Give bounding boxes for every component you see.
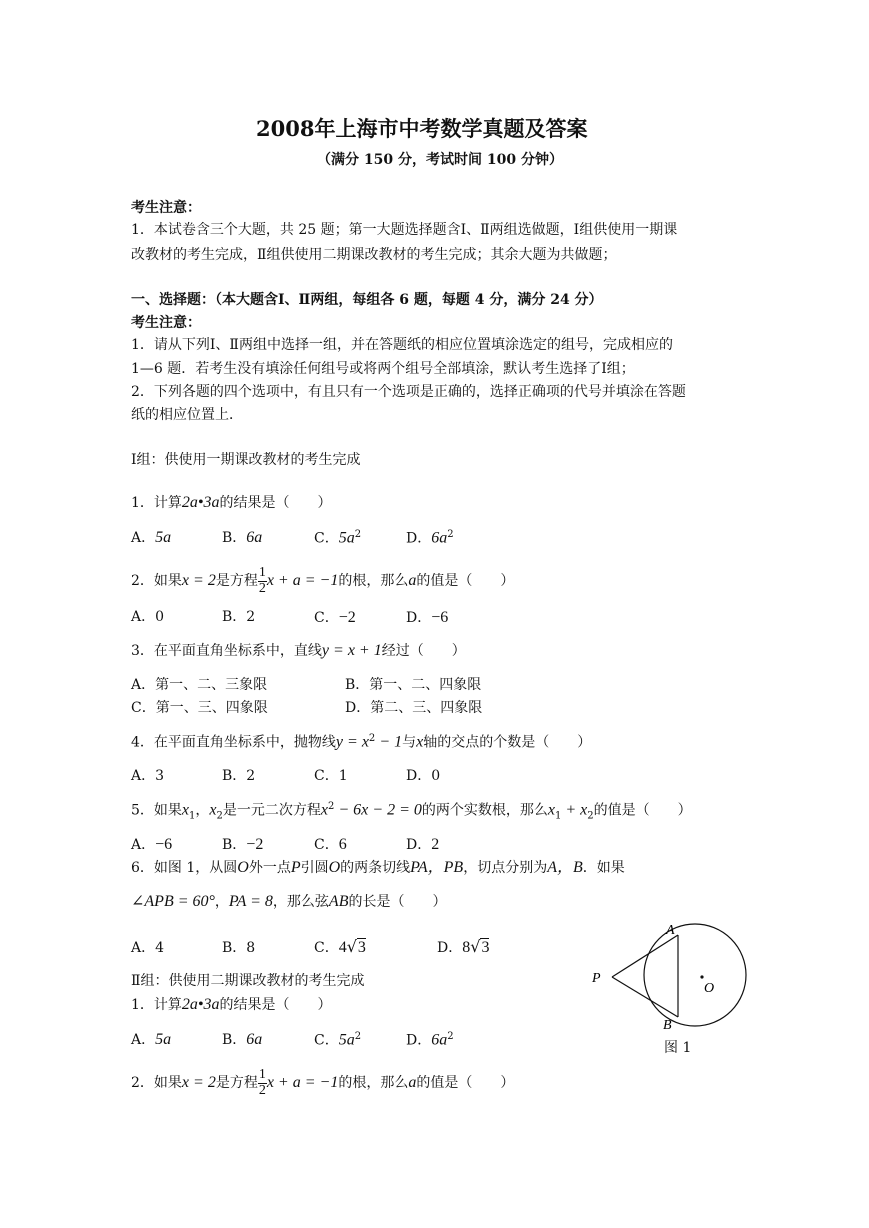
question-6: 6．如图 1，从圆O外一点P引圆O的两条切线PA，PB，切点分别为A，B．如果 [131, 859, 625, 876]
notice-line: 2．下列各题的四个选项中，有且只有一个选项是正确的，选择正确项的代号并填涂在答题 [131, 384, 686, 400]
question-1: 1．计算2a•3a的结果是（ ） [131, 996, 332, 1013]
fraction: $\frac{1}{2}$ [258, 564, 266, 596]
option-b: B．−2 [222, 836, 264, 853]
circle-o [644, 924, 746, 1026]
notice-line: 改教材的考生完成，Ⅱ组供使用二期课改教材的考生完成；其余大题为共做题； [131, 247, 617, 263]
label-a: A [666, 923, 675, 938]
option-d: D．−6 [406, 609, 449, 626]
question-5: 5．如果$x_1$，$x_2$是一元二次方程$x^2 - 6x - 2 = 0$的两个实数根，那么$x_1 + x_2$的值是（ ） [131, 801, 692, 822]
option-c: C．6 [314, 836, 347, 853]
question-1: 1．计算2a•3a的结果是（ ） [131, 494, 332, 511]
group-heading: Ⅰ组：供使用一期课改教材的考生完成 [131, 452, 361, 468]
notice-heading: 考生注意： [131, 315, 201, 331]
option-a: A．第一、二、三象限 [131, 677, 268, 693]
center-dot [700, 975, 703, 978]
option-c: C．$5a^2$ [314, 529, 362, 547]
option-d: D．8√3 [437, 937, 490, 956]
option-b: B．6a [222, 1031, 263, 1048]
option-c: C．−2 [314, 609, 356, 626]
fraction: $\frac{1}{2}$ [258, 1066, 266, 1098]
option-c: C．第一、三、四象限 [131, 700, 268, 716]
question-2: 2．如果x = 2是方程 $\frac{1}{2}$ x + a = −1的根，那么a的值是（ ） [131, 564, 515, 596]
option-a: A．4 [131, 940, 165, 956]
option-d: D．第二、三、四象限 [345, 700, 483, 716]
option-b: B．2 [222, 768, 256, 784]
option-a: A．−6 [131, 836, 173, 853]
label-o: O [704, 981, 715, 996]
question-6-cont: ∠APB = 60°，PA = 8，那么弦AB的长是（ ） [131, 893, 447, 910]
notice-line: 1．请从下列Ⅰ、Ⅱ两组中选择一组，并在答题纸的相应位置填涂选定的组号，完成相应的 [131, 337, 673, 353]
tangent-pa [612, 935, 678, 977]
notice-heading: 考生注意： [131, 200, 201, 216]
option-c: C．$5a^2$ [314, 1031, 362, 1049]
option-d: D．$6a^2$ [406, 1031, 454, 1049]
question-3: 3．在平面直角坐标系中，直线y = x + 1经过（ ） [131, 642, 466, 659]
option-a: A．5a [131, 529, 172, 546]
page-subtitle: （满分 150 分，考试时间 100 分钟） [317, 152, 563, 168]
label-p: P [592, 971, 601, 986]
option-a: A．3 [131, 768, 165, 784]
option-b: B．8 [222, 940, 256, 956]
section-heading: 一、选择题：（本大题含Ⅰ、Ⅱ两组，每组各 6 题，每题 4 分，满分 24 分） [131, 292, 603, 308]
option-c: C．1 [314, 768, 348, 784]
question-4: 4．在平面直角坐标系中，抛物线$y = x^2 - 1$与x轴的交点的个数是（ ） [131, 733, 592, 751]
page-title: 2008年上海市中考数学真题及答案 [256, 116, 588, 141]
option-a: A．5a [131, 1031, 172, 1048]
option-d: D．2 [406, 836, 440, 853]
label-b: B [663, 1018, 672, 1033]
option-b: B．第一、二、四象限 [345, 677, 482, 693]
group-heading: Ⅱ组：供使用二期课改教材的考生完成 [131, 973, 365, 989]
notice-line: 1．本试卷含三个大题，共 25 题；第一大题选择题含Ⅰ、Ⅱ两组选做题，Ⅰ组供使用一期课 [131, 222, 678, 238]
option-c: C．4√3 [314, 937, 366, 956]
notice-line: 纸的相应位置上． [131, 407, 243, 423]
option-d: D．0 [406, 768, 441, 784]
option-b: B．6a [222, 529, 263, 546]
option-d: D．$6a^2$ [406, 529, 454, 547]
option-b: B．2 [222, 609, 256, 625]
question-2: 2．如果x = 2是方程 $\frac{1}{2}$ x + a = −1的根，那么a的值是（ ） [131, 1066, 515, 1098]
option-a: A．0 [131, 609, 165, 625]
notice-line: 1—6 题．若考生没有填涂任何组号或将两个组号全部填涂，默认考生选择了Ⅰ组； [131, 361, 635, 377]
figure-caption: 图 1 [664, 1040, 692, 1056]
figure-1-diagram [580, 920, 760, 1060]
